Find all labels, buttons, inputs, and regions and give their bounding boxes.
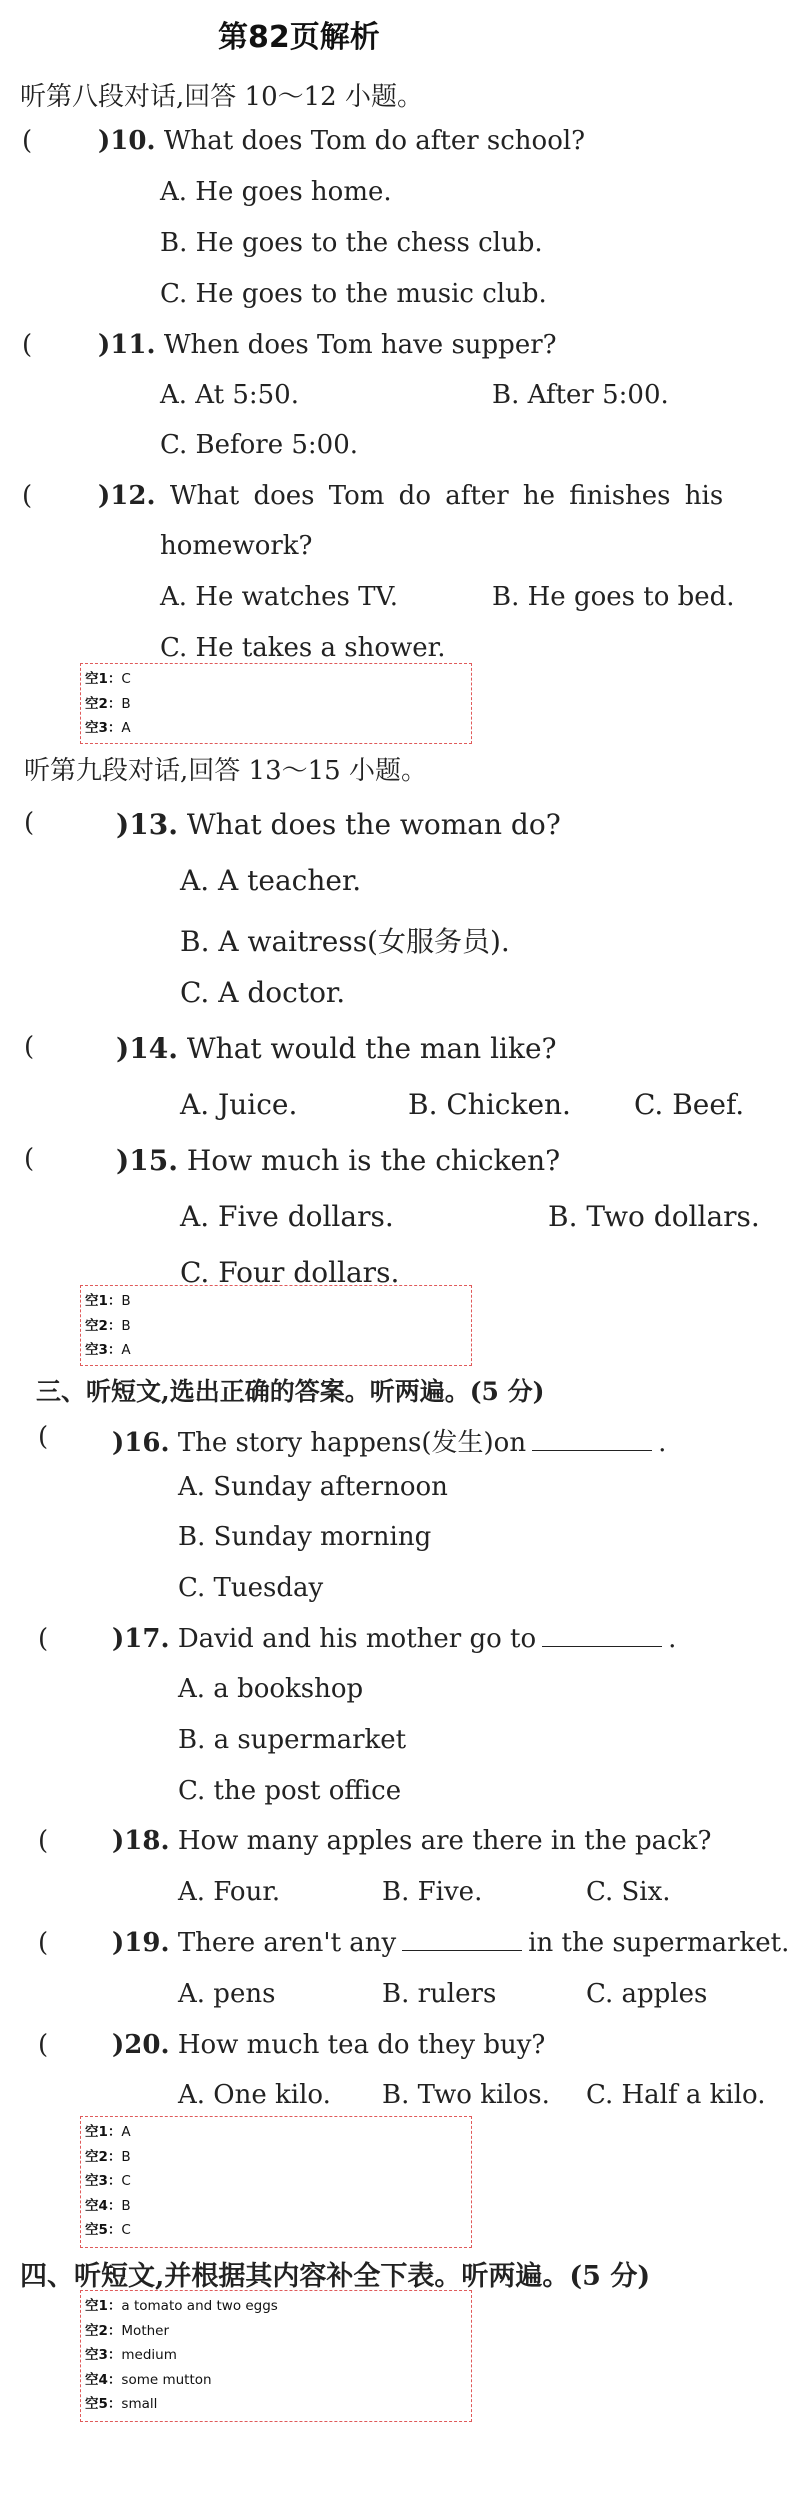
answer-line: 空5：small — [85, 2396, 158, 2412]
question-number: )10. — [98, 126, 156, 156]
blank-line — [532, 1428, 652, 1451]
question-10 — [98, 126, 585, 156]
answer-line: 空2：B — [85, 1317, 131, 1334]
answer-line: 空3：C — [85, 2173, 131, 2189]
answer-line: 空1：A — [85, 2124, 131, 2140]
answer-paren: ( — [38, 1928, 49, 1958]
option-c: C. Four dollars. — [180, 1256, 400, 1289]
section4-heading: 四、听短文,并根据其内容补全下表。听两遍。(5 分) — [20, 2261, 651, 2292]
question-11 — [98, 330, 557, 360]
answer-line: 空2：B — [85, 2148, 131, 2165]
answer-box — [80, 2290, 472, 2422]
answer-line: 空4：B — [85, 2197, 131, 2214]
option-b: B. Sunday morning — [178, 1522, 432, 1552]
option-b: B. Chicken. — [408, 1088, 571, 1121]
option-a: A. One kilo. — [178, 2080, 331, 2110]
question-12 — [98, 481, 723, 511]
question-text: What does Tom do after school? — [163, 126, 586, 156]
answer-paren: ( — [24, 1032, 35, 1062]
option-c: C. He goes to the music club. — [160, 279, 547, 309]
question-14 — [116, 1032, 557, 1065]
question-number: )18. — [112, 1826, 170, 1856]
option-b: B. rulers — [382, 1979, 497, 2009]
option-c: C. Tuesday — [178, 1573, 324, 1603]
option-a: A. Juice. — [180, 1088, 298, 1121]
question-16: )16. The story happens(发生)on . — [112, 1428, 667, 1458]
question-17: )17. David and his mother go to . — [112, 1624, 677, 1654]
question-text-continued: homework? — [160, 531, 313, 561]
blank-line — [542, 1624, 662, 1647]
answer-line: 空3：A — [85, 1342, 131, 1358]
option-b: B. Two kilos. — [382, 2080, 550, 2110]
section8-intro: 听第八段对话,回答 10～12 小题。 — [20, 82, 423, 112]
answer-paren: ( — [38, 1826, 49, 1856]
answer-line: 空3：A — [85, 720, 131, 736]
question-number: )20. — [112, 2030, 170, 2060]
option-b: B. He goes to bed. — [492, 582, 735, 612]
option-a: A. Sunday afternoon — [178, 1472, 448, 1502]
option-b: B. He goes to the chess club. — [160, 228, 543, 258]
question-text: There aren't any — [177, 1928, 397, 1958]
question-19: )19. There aren't any in the supermarket. — [112, 1928, 790, 1958]
page-title: 第82页解析 — [218, 20, 380, 55]
option-a: A. Four. — [178, 1877, 281, 1907]
option-c: C. He takes a shower. — [160, 633, 446, 663]
option-c: C. the post office — [178, 1776, 402, 1806]
question-20 — [112, 2030, 545, 2060]
answer-line: 空5：C — [85, 2222, 131, 2238]
option-a: A. a bookshop — [178, 1674, 364, 1704]
question-number: )15. — [116, 1144, 178, 1177]
question-number: )12. — [98, 481, 156, 511]
question-text: What does Tom do after he finishes his — [169, 481, 724, 511]
option-a: A. At 5:50. — [160, 380, 299, 410]
answer-paren: ( — [38, 1422, 49, 1452]
question-18 — [112, 1826, 711, 1856]
answer-line: 空2：B — [85, 695, 131, 712]
question-text: How many apples are there in the pack? — [177, 1826, 712, 1856]
question-text: David and his mother go to — [177, 1624, 537, 1654]
option-c: C. Before 5:00. — [160, 430, 358, 460]
answer-paren: ( — [24, 1144, 35, 1174]
question-13 — [116, 808, 561, 841]
question-number: )14. — [116, 1032, 178, 1065]
section3-heading: 三、听短文,选出正确的答案。听两遍。(5 分) — [36, 1377, 545, 1406]
answer-paren: ( — [22, 330, 33, 360]
option-c: C. A doctor. — [180, 976, 346, 1009]
option-c: C. Half a kilo. — [586, 2080, 766, 2110]
question-text: What does the woman do? — [186, 808, 561, 841]
option-b: B. a supermarket — [178, 1725, 407, 1755]
option-b: B. After 5:00. — [492, 380, 669, 410]
question-text: What would the man like? — [186, 1032, 557, 1065]
answer-paren: ( — [38, 2030, 49, 2060]
answer-line: 空1：C — [85, 671, 131, 687]
answer-paren: ( — [22, 126, 33, 156]
answer-line: 空3：medium — [85, 2347, 177, 2363]
section9-intro: 听第九段对话,回答 13～15 小题。 — [24, 756, 427, 786]
option-b: B. Two dollars. — [548, 1200, 760, 1233]
question-text: The story happens(发生)on — [177, 1428, 527, 1458]
option-a: A. Five dollars. — [180, 1200, 394, 1233]
option-b: B. Five. — [382, 1877, 483, 1907]
answer-paren: ( — [38, 1624, 49, 1654]
question-number: )11. — [98, 330, 156, 360]
question-15 — [116, 1144, 560, 1177]
option-a: A. He watches TV. — [160, 582, 398, 612]
answer-paren: ( — [24, 808, 35, 838]
question-text: How much tea do they buy? — [177, 2030, 546, 2060]
option-c: C. apples — [586, 1979, 708, 2009]
answer-line: 空1：B — [85, 1293, 131, 1309]
option-c: C. Six. — [586, 1877, 671, 1907]
option-a: A. pens — [178, 1979, 276, 2009]
answer-paren: ( — [22, 481, 33, 511]
answer-box — [80, 2116, 472, 2248]
answer-line: 空2：Mother — [85, 2322, 170, 2339]
blank-line — [402, 1928, 522, 1951]
option-a: A. He goes home. — [160, 177, 392, 207]
question-number: )19. — [112, 1928, 170, 1958]
option-b: B. A waitress(女服务员). — [180, 925, 510, 958]
question-text: How much is the chicken? — [186, 1144, 561, 1177]
option-c: C. Beef. — [634, 1088, 745, 1121]
answer-box — [80, 663, 472, 744]
question-text: When does Tom have supper? — [163, 330, 557, 360]
option-a: A. A teacher. — [180, 864, 362, 897]
question-number: )17. — [112, 1624, 170, 1654]
answer-line: 空4：some mutton — [85, 2371, 212, 2388]
question-number: )16. — [112, 1428, 170, 1458]
question-number: )13. — [116, 808, 178, 841]
answer-box — [80, 1285, 472, 1366]
answer-line: 空1：a tomato and two eggs — [85, 2298, 278, 2314]
